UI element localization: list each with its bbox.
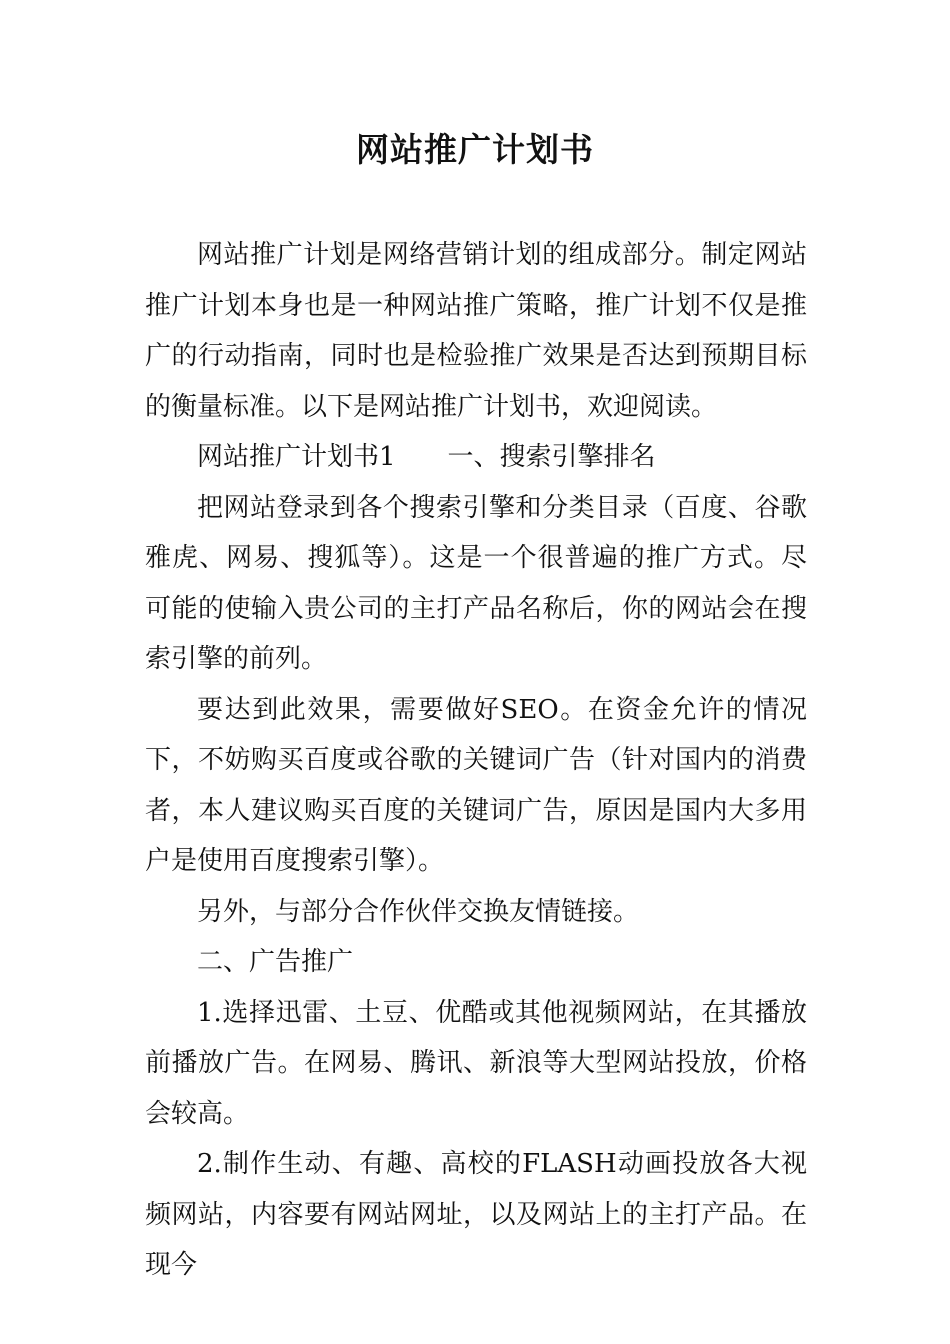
paragraph: 2.制作生动、有趣、高校的FLASH动画投放各大视频网站，内容要有网站网址，以及网站上的主打产品。在现今: [145, 1149, 807, 1280]
paragraph: 另外，与部分合作伙伴交换友情链接。: [197, 896, 640, 927]
paragraph: 要达到此效果，需要做好SEO。在资金允许的情况下，不妨购买百度或谷歌的关键词广告（针对国内的消费者，本人建议购买百度的关键词广告，原因是国内大多用户是使用百度搜索引擎）。: [145, 694, 807, 876]
document-title: 网站推广计划书: [356, 130, 594, 169]
paragraph-intro: 网站推广计划是网络营销计划的组成部分。制定网站推广计划本身也是一种网站推广策略，推广计划不仅是推广的行动指南，同时也是检验推广效果是否达到预期目标的衡量标准。以下是网站推广计划书，欢迎阅读。: [145, 240, 807, 422]
document-body: [145, 230, 807, 1291]
paragraph: 1.选择迅雷、土豆、优酷或其他视频网站，在其播放前播放广告。在网易、腾讯、新浪等大型网站投放，价格会较高。: [145, 997, 807, 1129]
paragraph-section-heading: 二、广告推广: [197, 947, 354, 977]
paragraph: 把网站登录到各个搜索引擎和分类目录（百度、谷歌雅虎、网易、搜狐等）。这是一个很普遍的推广方式。尽可能的使输入贵公司的主打产品名称后，你的网站会在搜索引擎的前列。: [145, 492, 807, 674]
paragraph-section-heading: 网站推广计划书1 一、搜索引擎排名: [197, 442, 656, 472]
